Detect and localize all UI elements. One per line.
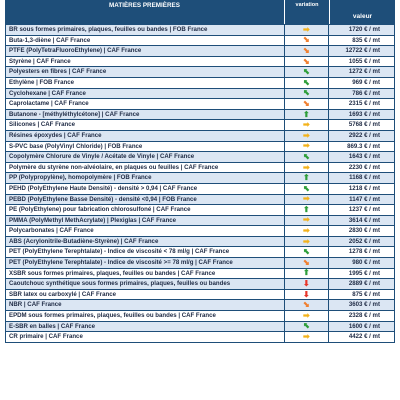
table-row	[6, 151, 394, 162]
arrow-right-icon: ➡	[303, 194, 310, 204]
variation-cell	[285, 99, 330, 109]
table-row	[6, 98, 394, 109]
table-row	[6, 109, 394, 120]
table-row	[6, 172, 394, 183]
table-row	[6, 310, 394, 321]
price-value: 1995 € / mt	[348, 269, 380, 277]
material-name: PP (Polypropylène), homopolymère | FOB France	[6, 173, 285, 183]
arrow-up-left-icon: ⬉	[303, 77, 310, 87]
variation-cell	[285, 184, 330, 194]
material-name: PEHD (PolyEthylene Haute Densité) - densité > 0,94 | CAF France	[6, 184, 285, 194]
arrow-up-icon: ⬆	[303, 268, 310, 278]
arrow-down-right-icon: ⬊	[303, 257, 310, 267]
arrow-up-left-icon: ⬉	[303, 321, 310, 331]
arrow-right-icon: ➡	[303, 130, 310, 140]
variation-cell	[285, 237, 330, 247]
table-row	[6, 321, 394, 332]
arrow-right-icon: ➡	[303, 332, 310, 342]
variation-cell	[285, 46, 330, 56]
price-value: 2315 € / mt	[348, 100, 380, 108]
price-value: 2230 € / mt	[348, 163, 380, 171]
material-name: Styrène | CAF France	[6, 57, 285, 67]
table-row	[6, 183, 394, 194]
material-name: BR sous formes primaires, plaques, feuilles ou bandes | FOB France	[6, 25, 285, 35]
arrow-down-right-icon: ⬊	[303, 300, 310, 310]
price-value: 2328 € / mt	[348, 312, 380, 320]
material-name: EPDM sous formes primaires, plaques, feuilles ou bandes | CAF France	[6, 311, 285, 321]
arrow-up-left-icon: ⬉	[303, 247, 310, 257]
table-body	[5, 24, 395, 343]
variation-cell	[285, 67, 330, 77]
material-name: E-SBR en balles | CAF France	[6, 322, 285, 332]
table-row	[6, 35, 394, 46]
price-value: 869.3 € / mt	[347, 142, 380, 150]
material-name: PEBD (PolyEthylene Basse Densité) - densité <0,94 | FOB France	[6, 195, 285, 205]
price-value: 2052 € / mt	[348, 237, 380, 245]
arrow-down-right-icon: ⬊	[303, 98, 310, 108]
table-row	[6, 246, 394, 257]
table-row	[6, 215, 394, 226]
arrow-down-right-icon: ⬊	[303, 45, 310, 55]
variation-cell	[285, 322, 330, 332]
arrow-down-right-icon: ⬊	[303, 56, 310, 66]
variation-cell	[285, 110, 330, 120]
variation-cell	[285, 152, 330, 162]
variation-cell	[285, 36, 330, 46]
arrow-right-icon: ➡	[303, 162, 310, 172]
material-name: Polycarbonates | CAF France	[6, 226, 285, 236]
price-value: 2830 € / mt	[348, 227, 380, 235]
price-value: 1055 € / mt	[348, 57, 380, 65]
price-value: 969 € / mt	[352, 78, 380, 86]
arrow-down-icon: ⬇	[303, 289, 310, 299]
arrow-right-icon: ➡	[303, 236, 310, 246]
table-row	[6, 77, 394, 88]
variation-cell	[285, 290, 330, 300]
material-name: XSBR sous formes primaires, plaques, feuilles ou bandes | CAF France	[6, 269, 285, 279]
arrow-right-icon: ➡	[303, 141, 310, 151]
price-value: 12722 € / mt	[345, 47, 380, 55]
price-value: 1237 € / mt	[348, 206, 380, 214]
variation-cell	[285, 226, 330, 236]
arrow-up-left-icon: ⬉	[303, 151, 310, 161]
table-row	[6, 257, 394, 268]
arrow-up-left-icon: ⬉	[303, 67, 310, 77]
table-row	[6, 194, 394, 205]
arrow-right-icon: ➡	[303, 120, 310, 130]
table-row	[6, 119, 394, 130]
variation-cell	[285, 163, 330, 173]
table-row	[6, 278, 394, 289]
variation-cell	[285, 258, 330, 268]
material-name: Caprolactame | CAF France	[6, 99, 285, 109]
material-name: Polyesters en fibres | CAF France	[6, 67, 285, 77]
price-value: 1600 € / mt	[348, 322, 380, 330]
material-name: PET (PolyEthylene Terephtalate) - Indice de viscosité < 78 ml/g | CAF France	[6, 247, 285, 257]
variation-cell	[285, 300, 330, 310]
variation-cell	[285, 173, 330, 183]
material-name: Caoutchouc synthétique sous formes primaires, plaques, feuilles ou bandes	[6, 279, 285, 289]
material-name: PE (PolyEthylene) pour fabrication chlorosulfoné | CAF France	[6, 205, 285, 215]
arrow-right-icon: ➡	[303, 310, 310, 320]
arrow-right-icon: ➡	[303, 226, 310, 236]
variation-cell	[285, 332, 330, 342]
price-value: 3614 € / mt	[348, 216, 380, 224]
table-row	[6, 299, 394, 310]
table-row	[6, 56, 394, 67]
header-variation: variation	[285, 0, 330, 24]
price-value: 3603 € / mt	[348, 301, 380, 309]
price-value: 1693 € / mt	[348, 110, 380, 118]
table-row	[6, 236, 394, 247]
material-name: Silicones | CAF France	[6, 120, 285, 130]
price-value: 1720 € / mt	[348, 26, 380, 33]
material-name: Buta-1,3-diène | CAF France	[6, 36, 285, 46]
material-name: ABS (Acrylonitrile-Butadiène-Styrène) | CAF France	[6, 237, 285, 247]
table-row	[6, 268, 394, 279]
price-value: 1147 € / mt	[349, 195, 380, 203]
price-value: 980 € / mt	[352, 259, 380, 267]
header-materials: MATIÈRES PREMIÈRES	[5, 0, 285, 24]
variation-cell	[285, 89, 330, 99]
material-name: CR primaire | CAF France	[6, 332, 285, 342]
arrow-up-left-icon: ⬉	[303, 88, 310, 98]
material-name: NBR | CAF France	[6, 300, 285, 310]
arrow-right-icon: ➡	[303, 215, 310, 225]
table-row	[6, 24, 394, 35]
table-row	[6, 289, 394, 300]
material-name: PTFE (PolyTetraFluoroEthylene) | CAF France	[6, 46, 285, 56]
material-name: PET (PolyEthylene Terephtalate) - Indice de viscosité >= 78 ml/g | CAF France	[6, 258, 285, 268]
variation-cell	[285, 279, 330, 289]
price-value: 1278 € / mt	[348, 248, 380, 256]
price-value: 1643 € / mt	[348, 153, 380, 161]
table-row	[6, 225, 394, 236]
table-row	[6, 66, 394, 77]
price-value: 5768 € / mt	[348, 121, 380, 129]
variation-cell	[285, 311, 330, 321]
material-name: SBR latex ou carboxylé | CAF France	[6, 290, 285, 300]
material-name: Résines époxydes | CAF France	[6, 131, 285, 141]
material-name: Cyclohexane | CAF France	[6, 89, 285, 99]
variation-cell	[285, 57, 330, 67]
raw-materials-price-table	[5, 0, 395, 343]
table-row	[6, 204, 394, 215]
price-value: 1218 € / mt	[348, 184, 380, 192]
price-value: 875 € / mt	[352, 290, 380, 298]
variation-cell	[285, 142, 330, 152]
price-value: 835 € / mt	[352, 36, 380, 44]
variation-cell	[285, 269, 330, 279]
table-header	[5, 0, 395, 24]
price-value: 2922 € / mt	[348, 131, 380, 139]
material-name: Copolymère Chlorure de Vinyle / Acétate de Vinyle | CAF France	[6, 152, 285, 162]
price-value: 2889 € / mt	[348, 280, 380, 288]
table-row	[6, 88, 394, 99]
material-name: S-PVC base (PolyVinyl Chloride) | FOB France	[6, 142, 285, 152]
table-row	[6, 162, 394, 173]
variation-cell	[285, 131, 330, 141]
arrow-up-icon: ⬆	[303, 204, 310, 214]
arrow-up-icon: ⬆	[303, 109, 310, 119]
price-value: 1272 € / mt	[348, 68, 380, 76]
arrow-right-icon: ➡	[303, 24, 310, 34]
material-name: Polymère du styrène non-alvéolaire, en plaques ou feuilles | CAF France	[6, 163, 285, 173]
price-value: 4422 € / mt	[348, 333, 380, 341]
arrow-down-right-icon: ⬊	[303, 35, 310, 45]
variation-cell	[285, 120, 330, 130]
table-row	[6, 331, 394, 342]
variation-cell	[285, 195, 330, 205]
price-value: 786 € / mt	[352, 89, 380, 97]
material-name: Butanone - [méthyléthylcétone] | CAF France	[6, 110, 285, 120]
table-row	[6, 130, 394, 141]
variation-cell	[285, 247, 330, 257]
price-value: 1168 € / mt	[349, 174, 380, 182]
variation-cell	[285, 78, 330, 88]
arrow-down-icon: ⬇	[303, 279, 310, 289]
arrow-up-left-icon: ⬉	[303, 183, 310, 193]
variation-cell	[285, 216, 330, 226]
variation-cell	[285, 205, 330, 215]
header-value: valeur	[352, 13, 373, 20]
material-name: Ethylène | FOB France	[6, 78, 285, 88]
arrow-up-icon: ⬆	[303, 173, 310, 183]
variation-cell	[285, 25, 330, 35]
table-row	[6, 141, 394, 152]
table-row	[6, 45, 394, 56]
material-name: PMMA (PolyMethyl MethAcrylate) | Plexiglas | CAF France	[6, 216, 285, 226]
